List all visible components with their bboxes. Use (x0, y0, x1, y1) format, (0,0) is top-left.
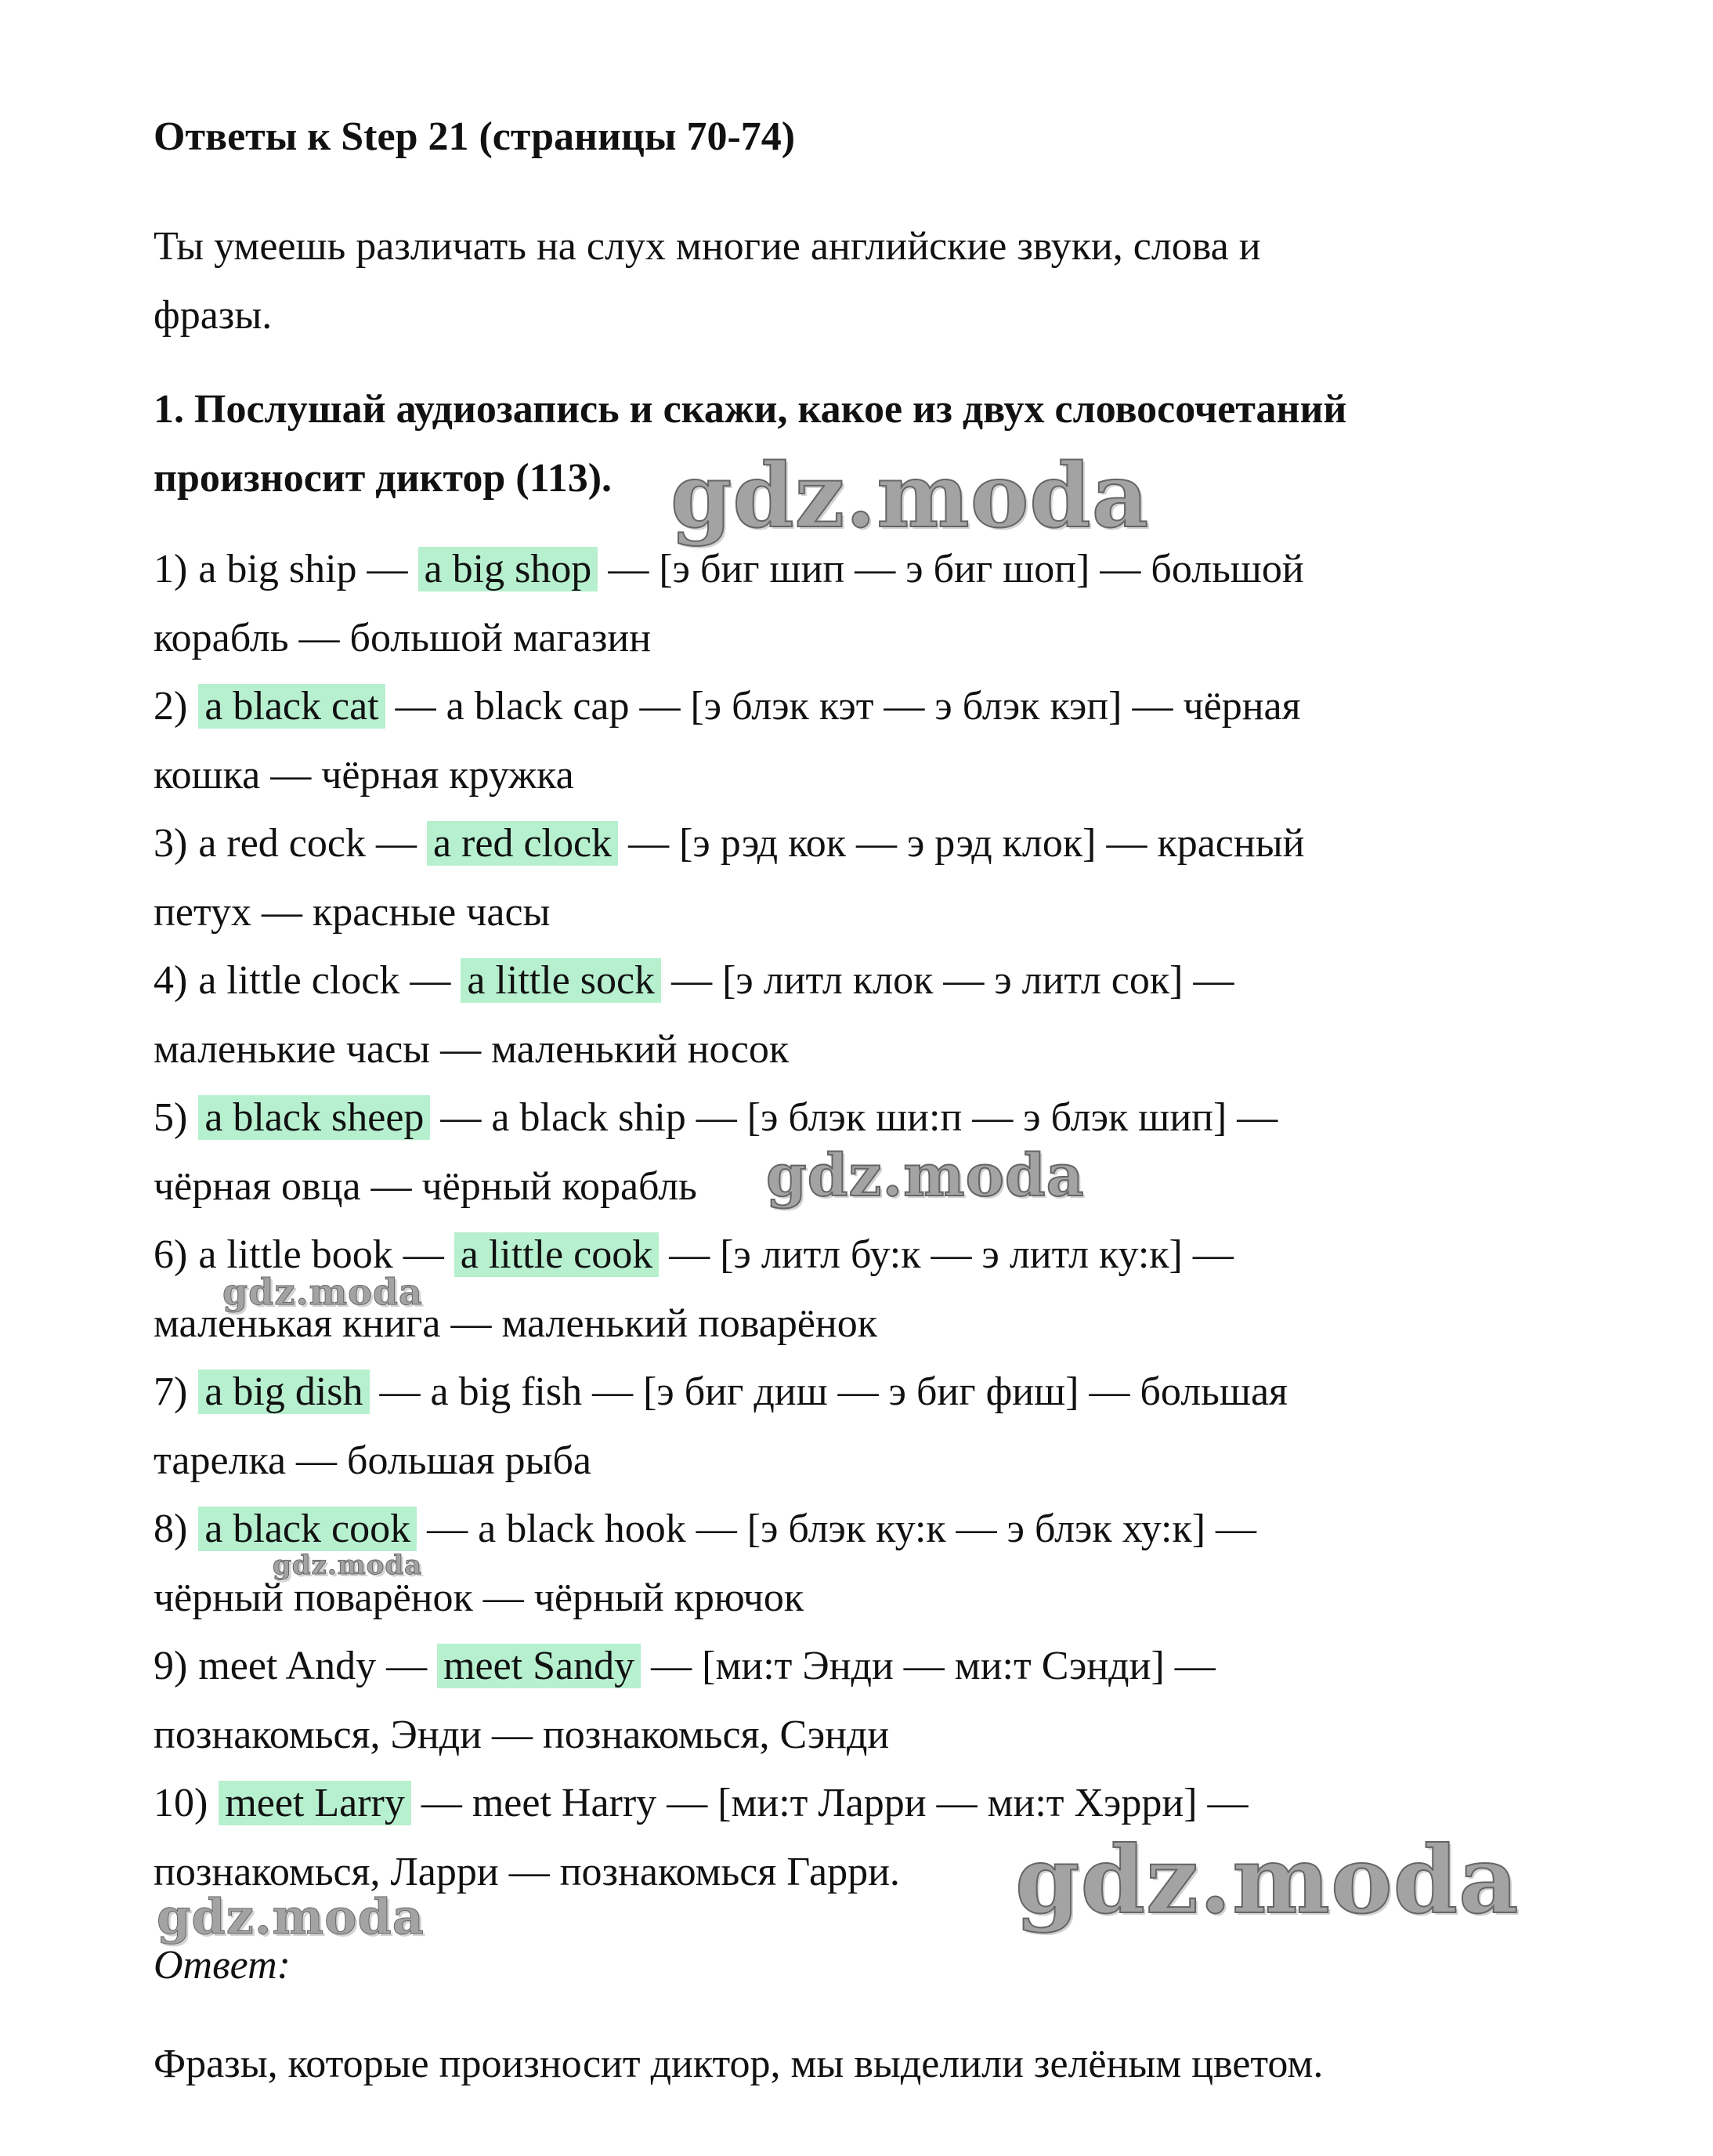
dash-separator: — (392, 1232, 454, 1277)
page-title: Ответы к Step 21 (страницы 70-74) (154, 114, 796, 159)
transcription-translation: — [э литл клок — э литл сок] — (661, 958, 1234, 1003)
task-line-1: 1. Послушай аудиозапись и скажи, какое из двух словосочетаний (154, 387, 1347, 432)
list-item-continuation: познакомься, Энди — познакомься, Сэнди (154, 1713, 890, 1757)
phrase-a-highlighted: a black sheep (198, 1095, 430, 1140)
phrase-a: a little clock (198, 958, 400, 1003)
transcription-translation: — [э биг шип — э биг шоп] — большой (598, 547, 1304, 591)
phrase-a-highlighted: a big dish (198, 1369, 369, 1414)
transcription-translation: — [э блэк кэт — э блэк кэп] — чёрная (629, 684, 1301, 729)
dash-separator: — (376, 1644, 438, 1688)
list-item-continuation: корабль — большой магазин (154, 616, 652, 660)
list-item (154, 953, 1234, 1008)
list-item-continuation: маленькая книга — маленький поварёнок (154, 1301, 877, 1346)
item-number: 3) (154, 821, 188, 866)
list-item (154, 1639, 1216, 1694)
item-number: 7) (154, 1369, 188, 1414)
dash-separator: — (417, 1507, 479, 1551)
watermark-logo: gdz.moda (273, 1550, 423, 1581)
list-item-continuation: чёрный поварёнок — чёрный крючок (154, 1575, 804, 1620)
answer-text: Фразы, которые произносит диктор, мы выделили зелёным цветом. (154, 2042, 1324, 2086)
item-number: 1) (154, 547, 188, 591)
transcription-translation: — [э биг диш — э биг фиш] — большая (582, 1369, 1288, 1414)
dash-separator: — (399, 958, 461, 1003)
phrase-b: a black ship (491, 1095, 686, 1140)
transcription-translation: — [э блэк ку:к — э блэк ху:к] — (685, 1507, 1257, 1551)
transcription-translation: — [э блэк ши:п — э блэк шип] — (685, 1095, 1278, 1140)
watermark-logo: gdz.moda (766, 1142, 1085, 1210)
dash-separator: — (430, 1095, 492, 1140)
list-item-continuation: петух — красные часы (154, 890, 551, 935)
item-number: 5) (154, 1095, 188, 1140)
list-item-continuation: познакомься, Ларри — познакомься Гарри. (154, 1850, 900, 1894)
intro-line-2: фразы. (154, 293, 273, 338)
dash-separator: — (369, 1369, 431, 1414)
task-line-2: произносит диктор (113). (154, 456, 613, 501)
list-item-continuation: чёрная овца — чёрный корабль (154, 1164, 697, 1209)
phrase-a-highlighted: meet Larry (219, 1781, 411, 1825)
transcription-translation: — [ми:т Энди — ми:т Сэнди] — (641, 1644, 1216, 1688)
phrase-b-highlighted: a little cook (454, 1232, 659, 1277)
list-item (154, 679, 1301, 734)
list-item (154, 1365, 1288, 1420)
phrase-b-highlighted: a little sock (461, 958, 661, 1003)
list-item (154, 1091, 1278, 1145)
item-number: 6) (154, 1232, 188, 1277)
phrase-b-highlighted: a big shop (418, 547, 598, 591)
dash-separator: — (385, 684, 446, 729)
item-number: 4) (154, 958, 188, 1003)
transcription-translation: — [э рэд кок — э рэд клок] — красный (618, 821, 1305, 866)
list-item (154, 816, 1304, 871)
phrase-b: meet Harry (472, 1781, 657, 1825)
watermark-logo: gdz.moda (670, 445, 1150, 548)
phrase-a: a little book (198, 1232, 393, 1277)
list-item-continuation: кошка — чёрная кружка (154, 753, 574, 798)
phrase-a-highlighted: a black cat (198, 684, 385, 729)
list-item-continuation: тарелка — большая рыба (154, 1438, 591, 1483)
watermark-logo: gdz.moda (1015, 1825, 1520, 1934)
dash-separator: — (410, 1781, 472, 1825)
watermark-logo: gdz.moda (157, 1888, 425, 1945)
phrase-a: a big ship (198, 547, 357, 591)
watermark-logo: gdz.moda (222, 1271, 423, 1313)
list-item-continuation: маленькие часы — маленький носок (154, 1027, 790, 1072)
answer-label: Ответ: (154, 1943, 291, 1988)
phrase-b-highlighted: a red clock (427, 821, 618, 866)
item-number: 8) (154, 1507, 188, 1551)
dash-separator: — (356, 547, 418, 591)
phrase-a: meet Andy (198, 1644, 377, 1688)
list-item (154, 1776, 1249, 1831)
dash-separator: — (365, 821, 427, 866)
list-item (154, 1502, 1256, 1557)
item-number: 10) (154, 1781, 208, 1825)
phrase-b-highlighted: meet Sandy (437, 1644, 641, 1688)
transcription-translation: — [ми:т Ларри — ми:т Хэрри] — (656, 1781, 1249, 1825)
item-number: 2) (154, 684, 188, 729)
item-number: 9) (154, 1644, 188, 1688)
transcription-translation: — [э литл бу:к — э литл ку:к] — (659, 1232, 1234, 1277)
phrase-a: a red cock (198, 821, 366, 866)
phrase-b: a black cap (446, 684, 630, 729)
phrase-a-highlighted: a black cook (198, 1507, 417, 1551)
intro-line-1: Ты умеешь различать на слух многие английские звуки, слова и (154, 224, 1261, 269)
phrase-b: a black hook (478, 1507, 686, 1551)
phrase-b: a big fish (430, 1369, 583, 1414)
list-item (154, 542, 1304, 597)
